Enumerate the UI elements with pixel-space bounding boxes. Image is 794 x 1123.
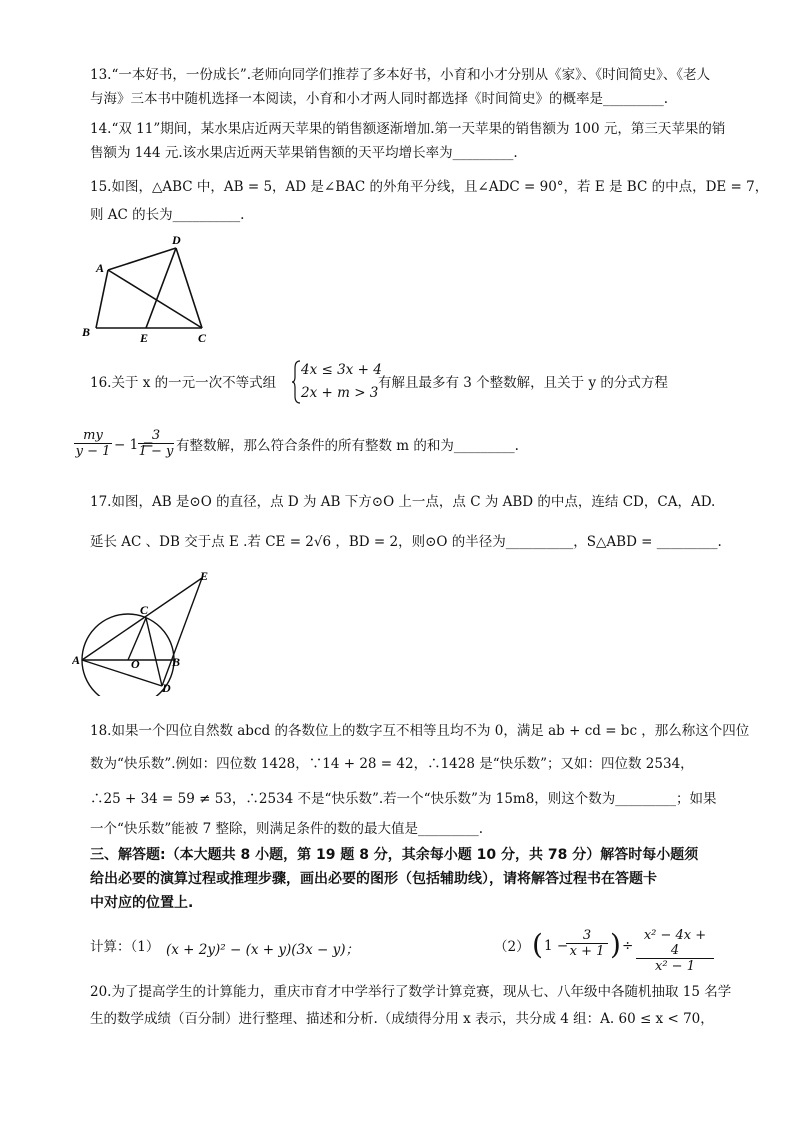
q14-line1: 14.“双 11”期间，某水果店近两天苹果的销售额逐渐增加.第一天苹果的销售额为 100 元，第三天苹果的销	[90, 121, 726, 137]
q15-line2: 则 AC 的长为__________.	[90, 207, 245, 223]
q18-line2: 数为“快乐数”.例如：四位数 1428，∵14 + 28 = 42，∴1428 是“快乐数”；又如：四位数 2534，	[90, 756, 694, 772]
q19-paren-close: )	[610, 928, 621, 961]
q17-label-c: C	[140, 603, 149, 617]
q17-figure	[72, 568, 222, 696]
section3-line2: 给出必要的演算过程或推理步骤，画出必要的图形（包括辅助线），请将解答过程书在答题卡	[90, 871, 657, 887]
q19-frac1	[566, 928, 608, 959]
q19-frac2-den: x² − 1	[655, 959, 695, 974]
q17-line1: 17.如图，AB 是⊙O 的直径，点 D 为 AB 下方⊙O 上一点，点 C 为 ABD 的中点，连结 CD，CA，AD.	[90, 494, 716, 510]
q16-line2-post: 有整数解，那么符合条件的所有整数 m 的和为_________.	[176, 438, 519, 454]
q16-frac1-den: y − 1	[75, 444, 111, 459]
q15-seg-de	[146, 248, 176, 328]
q19-expr1: (x + 2y)² − (x + y)(3x − y)；	[166, 942, 359, 958]
q16-frac2-den: 1 − y	[138, 444, 174, 459]
q15-figure	[78, 232, 228, 348]
q15-label-d: D	[172, 233, 181, 247]
q17-label-b: B	[172, 655, 181, 669]
q17-label-d: D	[162, 681, 171, 695]
q16-frac1	[74, 428, 112, 459]
q17-seg-ad	[82, 660, 162, 686]
q19-frac1-num: 3	[566, 928, 608, 944]
q19-prefix: 计算：（1）	[90, 939, 160, 955]
q17-seg-ae	[82, 578, 202, 660]
q19-frac1-den: x + 1	[569, 944, 605, 959]
q14-line2: 售额为 144 元.该水果店近两天苹果销售额的天平均增长率为_________.	[90, 145, 518, 161]
q16-ineq1: 4x ≤ 3x + 4	[301, 362, 382, 378]
q17-seg-de	[162, 578, 202, 686]
section3-line1: 三、解答题:（本大题共 8 小题，第 19 题 8 分，其余每小题 10 分，共 78 分）解答时每小题须	[90, 847, 699, 863]
q19-paren-open: (	[532, 928, 543, 961]
q19-part2: （2）	[494, 939, 530, 955]
q20-line2: 生的数学成绩（百分制）进行整理、描述和分析.（成绩得分用 x 表示，共分成 4 组：A. 60 ≤ x < 70，	[90, 1011, 714, 1027]
q20-line1: 20.为了提高学生的计算能力，重庆市育才中学举行了数学计算竞赛，现从七、八年级中各随机抽取 15 名学	[90, 984, 732, 1000]
q17-label-a: A	[72, 653, 81, 667]
q15-seg-ab	[96, 270, 108, 328]
q17-label-o: O	[131, 657, 140, 671]
q18-line1: 18.如果一个四位自然数 abcd 的各数位上的数字互不相等且均不为 0，满足 ab + cd = bc ，那么称这个四位	[90, 723, 750, 739]
q15-seg-ad	[108, 248, 176, 270]
q19-div: ÷	[622, 938, 634, 954]
q15-line1: 15.如图，△ABC 中，AB = 5，AD 是∠BAC 的外角平分线，且∠ADC = 90°，若 E 是 BC 的中点，DE = 7，	[90, 179, 769, 195]
q17-seg-co	[128, 618, 146, 660]
q17-circle	[82, 614, 174, 696]
q16-ineq2: 2x + m > 3	[301, 385, 379, 401]
q15-seg-ac	[108, 270, 202, 328]
q19-frac2	[636, 928, 714, 974]
q16-frac1-num: my	[74, 428, 112, 444]
q19-expr2-a: 1 −	[544, 938, 569, 954]
q15-seg-dc	[176, 248, 202, 328]
q18-line4: 一个“快乐数”能被 7 整除，则满足条件的数的最大值是_________.	[90, 821, 484, 837]
q17-label-e: E	[200, 569, 209, 583]
q16-frac2-num: 3	[138, 428, 174, 444]
q17-line2: 延长 AC 、DB 交于点 E .若 CE = 2√6 ，BD = 2，则⊙O 的半径为__________，S△ABD = _________.	[90, 534, 722, 550]
q15-label-e: E	[140, 331, 149, 345]
q17-seg-cd	[146, 618, 162, 686]
section3-line3: 中对应的位置上.	[90, 895, 194, 911]
q13-line2: 与海》三本书中随机选择一本阅读，小育和小才两人同时都选择《时间简史》的概率是_________.	[90, 91, 669, 107]
q15-label-b: B	[82, 325, 91, 339]
q16-line1-pre: 16.关于 x 的一元一次不等式组	[90, 375, 277, 391]
q16-eq-mid: − 1 =	[114, 437, 154, 453]
q19-frac2-num: x² − 4x + 4	[636, 928, 714, 959]
q16-frac2	[138, 428, 174, 459]
q15-label-c: C	[198, 331, 207, 345]
q15-label-a: A	[96, 261, 105, 275]
q18-line3: ∴25 + 34 = 59 ≠ 53，∴2534 不是“快乐数”.若一个“快乐数”为 15m8，则这个数为_________；如果	[90, 791, 717, 807]
q13-line1: 13.“一本好书，一份成长”.老师向同学们推荐了多本好书，小育和小才分别从《家》、《时间简史》、《老人	[90, 67, 711, 83]
q16-line1-post: 有解且最多有 3 个整数解，且关于 y 的分式方程	[378, 375, 668, 391]
